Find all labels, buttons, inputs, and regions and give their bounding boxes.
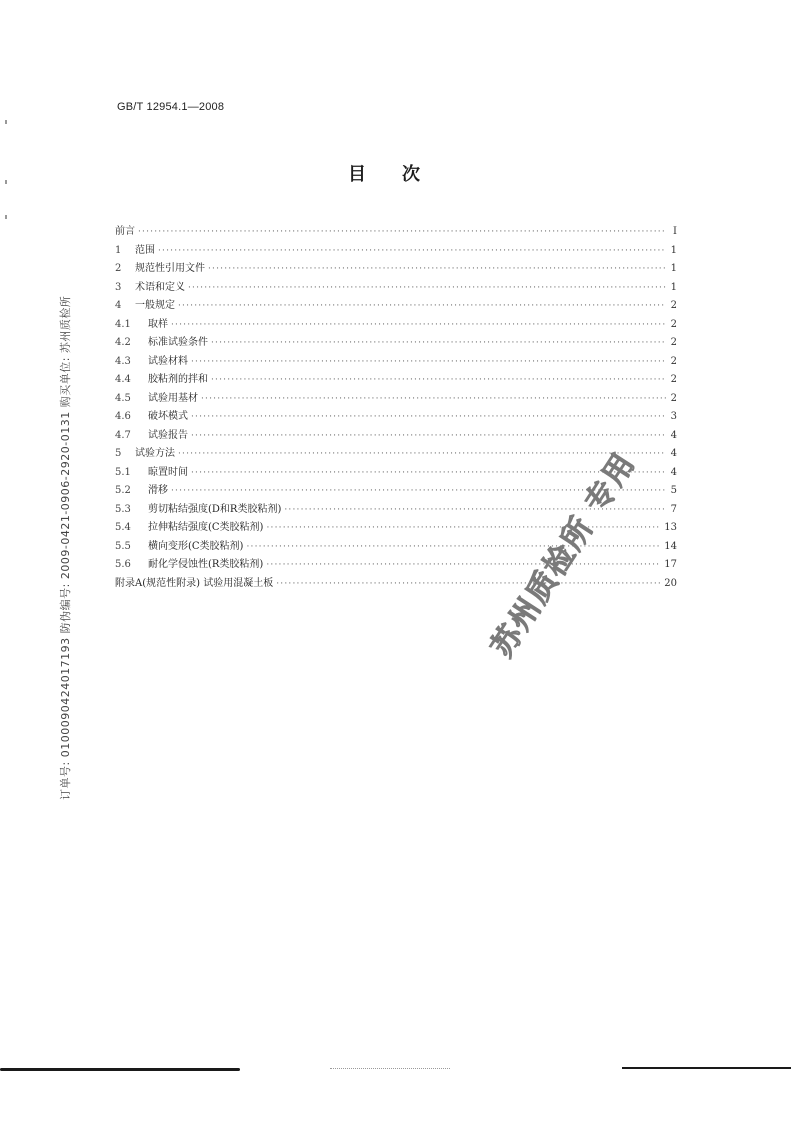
toc-leader-dots — [191, 431, 666, 441]
toc-entry-page: 1 — [670, 244, 677, 256]
toc-entry-label: 试验材料 — [148, 355, 188, 367]
scan-speck — [5, 215, 7, 219]
toc-entry-label: 滑移 — [148, 485, 168, 496]
toc-entry[interactable] — [115, 315, 677, 334]
toc-leader-dots — [178, 301, 666, 311]
scan-speck — [5, 120, 7, 124]
toc-entry-page: 1 — [670, 281, 677, 293]
toc-entry-page: 14 — [664, 540, 677, 552]
toc-leader-dots — [276, 579, 661, 589]
toc-entry-number: 5.4 — [115, 522, 131, 533]
toc-entry-page: 3 — [670, 411, 677, 422]
toc-entry[interactable] — [115, 389, 677, 408]
toc-leader-dots — [266, 560, 661, 570]
toc-entry[interactable] — [115, 407, 677, 426]
toc-entry-label: 试验方法 — [135, 448, 175, 459]
watermark-stamp: 苏州质检所 专用 — [484, 446, 643, 664]
toc-entry[interactable] — [115, 259, 677, 278]
toc-leader-dots — [211, 375, 666, 385]
toc-entry-page: 20 — [664, 577, 677, 589]
toc-leader-dots — [178, 449, 666, 459]
toc-entry-label: 胶粘剂的拌和 — [148, 374, 208, 385]
toc-entry-page: 1 — [670, 263, 677, 274]
toc-leader-dots — [208, 264, 666, 274]
scan-speck — [5, 180, 7, 184]
toc-entry[interactable] — [115, 241, 677, 260]
toc-leader-dots — [246, 542, 661, 552]
toc-leader-dots — [211, 338, 666, 348]
toc-leader-dots — [191, 357, 666, 367]
toc-entry[interactable] — [115, 426, 677, 445]
toc-entry-label: 术语和定义 — [135, 281, 185, 293]
toc-entry-number: 4 — [115, 300, 122, 311]
toc-entry-number: 5 — [115, 448, 122, 459]
toc-entry-page: 17 — [664, 559, 677, 570]
toc-title-char-2: 次 — [402, 164, 422, 185]
toc-leader-dots — [138, 227, 666, 237]
toc-entry-number: 5.5 — [115, 540, 131, 552]
toc-entry-label: 范围 — [135, 244, 155, 256]
toc-entry-number: 4.2 — [115, 337, 131, 348]
toc-entry-number: 5.6 — [115, 559, 131, 570]
toc-leader-dots — [171, 320, 666, 330]
toc-entry-number: 4.6 — [115, 411, 131, 422]
toc-entry-number: 4.4 — [115, 374, 131, 385]
toc-entry-number: 3 — [115, 281, 122, 293]
toc-title-char-1: 目 — [348, 164, 368, 185]
toc-entry[interactable] — [115, 296, 677, 315]
toc-entry-page: 7 — [670, 503, 677, 515]
standard-code: GB/T 12954.1—2008 — [117, 101, 225, 113]
toc-entry-page: Ⅰ — [673, 226, 677, 237]
toc-entry-number: 4.5 — [115, 392, 131, 404]
toc-entry-label: 取样 — [148, 318, 168, 330]
toc-entry-label: 剪切粘结强度(D和R类胶粘剂) — [148, 503, 282, 515]
toc-entry-page: 13 — [664, 522, 677, 533]
toc-entry[interactable] — [115, 333, 677, 352]
toc-entry-page: 2 — [670, 355, 677, 367]
toc-entry-page: 5 — [670, 485, 677, 496]
footer-rule-mid — [330, 1068, 450, 1070]
toc-leader-dots — [191, 412, 666, 422]
footer-rule-left — [0, 1068, 240, 1071]
toc-entry-label: 试验用基材 — [148, 392, 198, 404]
toc-entry-number: 4.1 — [115, 318, 131, 330]
toc-entry-label: 附录A(规范性附录) 试验用混凝土板 — [115, 577, 274, 589]
toc-entry-label: 前言 — [115, 226, 135, 237]
toc-entry-number: 5.3 — [115, 503, 131, 515]
toc-entry-number: 5.2 — [115, 485, 131, 496]
toc-entry-page: 4 — [670, 466, 677, 478]
toc-entry[interactable] — [115, 574, 677, 593]
toc-entry[interactable] — [115, 352, 677, 371]
toc-entry-label: 晾置时间 — [148, 466, 188, 478]
toc-entry-label: 破坏模式 — [148, 411, 188, 422]
toc-entry[interactable] — [115, 278, 677, 297]
toc-entry[interactable] — [115, 370, 677, 389]
toc-entry-page: 4 — [670, 429, 677, 441]
toc-entry[interactable] — [115, 222, 677, 241]
toc-entry-label: 横向变形(C类胶粘剂) — [148, 540, 244, 552]
toc-entry-page: 2 — [670, 300, 677, 311]
toc-entry-label: 试验报告 — [148, 429, 188, 441]
footer-rule-right — [622, 1067, 791, 1069]
toc-leader-dots — [188, 283, 666, 293]
toc-entry-page: 2 — [670, 318, 677, 330]
toc-title — [348, 160, 422, 186]
toc-entry-page: 4 — [670, 448, 677, 459]
toc-leader-dots — [201, 394, 666, 404]
toc-entry-label: 拉伸粘结强度(C类胶粘剂) — [148, 522, 264, 533]
toc-entry[interactable] — [115, 444, 677, 463]
toc-leader-dots — [158, 246, 666, 256]
toc-entry-page: 2 — [670, 337, 677, 348]
toc-entry-label: 标准试验条件 — [148, 337, 208, 348]
toc-entry-number: 4.3 — [115, 355, 131, 367]
toc-entry-number: 4.7 — [115, 429, 131, 441]
toc-entry-number: 5.1 — [115, 466, 131, 478]
toc-entry[interactable] — [115, 555, 677, 574]
toc-entry-label: 一般规定 — [135, 300, 175, 311]
toc-entry-number: 2 — [115, 263, 122, 274]
toc-entry-page: 2 — [670, 374, 677, 385]
toc-entry-label: 耐化学侵蚀性(R类胶粘剂) — [148, 559, 264, 570]
toc-entry-number: 1 — [115, 244, 122, 256]
toc-entry-page: 2 — [670, 392, 677, 404]
order-stamp-note: 订单号: 0100090424017193 防伪编号: 2009-0421-0906-2920-0131 购买单位: 苏州质检所 — [59, 295, 72, 800]
toc-entry-label: 规范性引用文件 — [135, 263, 205, 274]
